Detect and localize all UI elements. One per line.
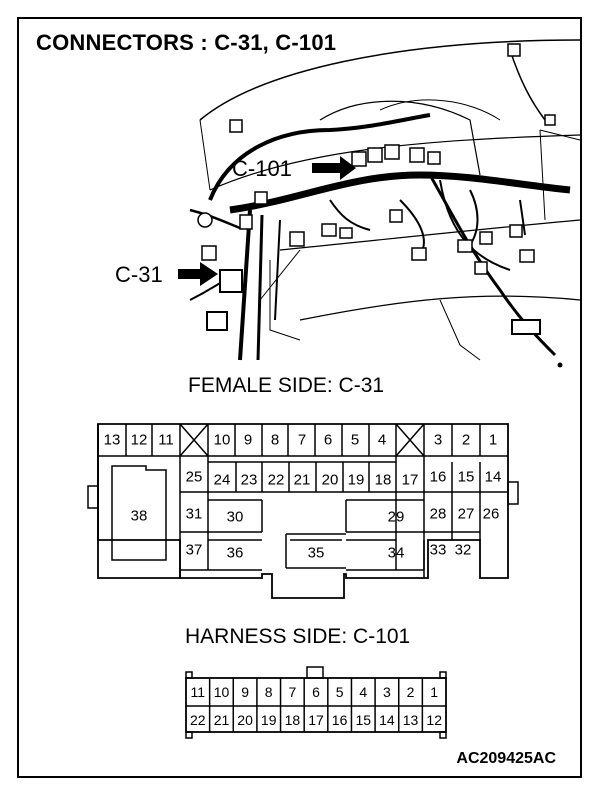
c101-pin: 19 bbox=[260, 712, 277, 728]
c31-pin: 25 bbox=[185, 468, 203, 486]
c101-pin: 6 bbox=[312, 684, 320, 700]
c31-pin: 15 bbox=[457, 468, 475, 486]
c31-pin: 7 bbox=[297, 431, 307, 449]
c31-pin: 32 bbox=[454, 541, 472, 559]
c31-connector bbox=[88, 424, 518, 598]
c101-pin: 20 bbox=[237, 712, 253, 728]
c101-pin: 10 bbox=[213, 684, 230, 700]
c31-pin: 19 bbox=[347, 471, 365, 489]
c31-pin: 14 bbox=[484, 468, 502, 486]
c101-pin: 8 bbox=[264, 684, 273, 700]
page-title: CONNECTORS : C-31, C-101 bbox=[36, 30, 337, 55]
c101-pin: 22 bbox=[190, 712, 206, 728]
c31-pin: 28 bbox=[429, 505, 447, 523]
c31-pin: 2 bbox=[461, 431, 471, 449]
c31-pin: 11 bbox=[158, 431, 174, 449]
c31-pin: 37 bbox=[185, 541, 203, 559]
c31-pin: 27 bbox=[457, 505, 475, 523]
c101-pin: 17 bbox=[308, 712, 324, 728]
c31-pin: 9 bbox=[243, 431, 253, 449]
c31-pin: 17 bbox=[401, 471, 419, 489]
c31-pin: 12 bbox=[130, 431, 148, 449]
c101-pin: 12 bbox=[426, 712, 442, 728]
c101-pin: 21 bbox=[213, 712, 230, 728]
c101-pin: 16 bbox=[331, 712, 348, 728]
c101-pin: 9 bbox=[241, 684, 249, 700]
figure-code: AC209425AC bbox=[456, 750, 556, 767]
callout-c31: C-31 bbox=[115, 262, 163, 287]
c31-pin-labels bbox=[104, 432, 502, 562]
c31-pin: 10 bbox=[213, 431, 231, 449]
c101-pin: 7 bbox=[288, 684, 297, 700]
c31-pin: 35 bbox=[307, 544, 325, 562]
c31-pin: 4 bbox=[377, 431, 387, 449]
c101-pin: 11 bbox=[190, 684, 206, 700]
c101-pin: 13 bbox=[402, 712, 419, 728]
female-side-label: FEMALE SIDE: C-31 bbox=[188, 374, 385, 397]
dashboard-illustration bbox=[178, 40, 580, 367]
c31-pin: 8 bbox=[270, 431, 280, 449]
c31-pin: 5 bbox=[350, 431, 360, 449]
c31-pin: 30 bbox=[226, 508, 244, 526]
c31-pin: 20 bbox=[321, 471, 339, 489]
c31-pin: 21 bbox=[293, 471, 311, 489]
c101-pin: 18 bbox=[284, 712, 301, 728]
c31-pin: 1 bbox=[488, 431, 498, 449]
c31-pin: 31 bbox=[185, 505, 203, 523]
c31-pin: 36 bbox=[226, 544, 244, 562]
c101-pin: 2 bbox=[406, 684, 415, 700]
c101-pin: 5 bbox=[335, 684, 344, 700]
harness-side-label: HARNESS SIDE: C-101 bbox=[185, 625, 411, 648]
callout-c101: C-101 bbox=[232, 156, 292, 181]
c31-pin: 3 bbox=[433, 431, 443, 449]
c101-pin: 15 bbox=[355, 712, 372, 728]
c31-pin: 24 bbox=[213, 471, 231, 489]
c31-pin: 38 bbox=[130, 507, 148, 525]
c101-pin: 4 bbox=[359, 684, 368, 700]
c101-pin: 3 bbox=[383, 684, 391, 700]
c31-pin: 33 bbox=[429, 541, 447, 559]
c31-pin: 29 bbox=[387, 508, 405, 526]
c31-pin: 16 bbox=[429, 468, 447, 486]
c31-pin: 18 bbox=[374, 471, 392, 489]
c31-pin: 22 bbox=[267, 471, 285, 489]
c31-pin: 23 bbox=[240, 471, 258, 489]
c31-arrow bbox=[178, 262, 218, 286]
c101-arrow bbox=[312, 156, 356, 180]
c31-pin: 34 bbox=[387, 544, 405, 562]
c101-pin: 14 bbox=[379, 712, 395, 728]
c31-pin: 13 bbox=[103, 431, 121, 449]
c101-pin: 1 bbox=[430, 684, 439, 700]
c31-pin: 26 bbox=[482, 505, 500, 523]
c31-pin: 6 bbox=[323, 431, 333, 449]
